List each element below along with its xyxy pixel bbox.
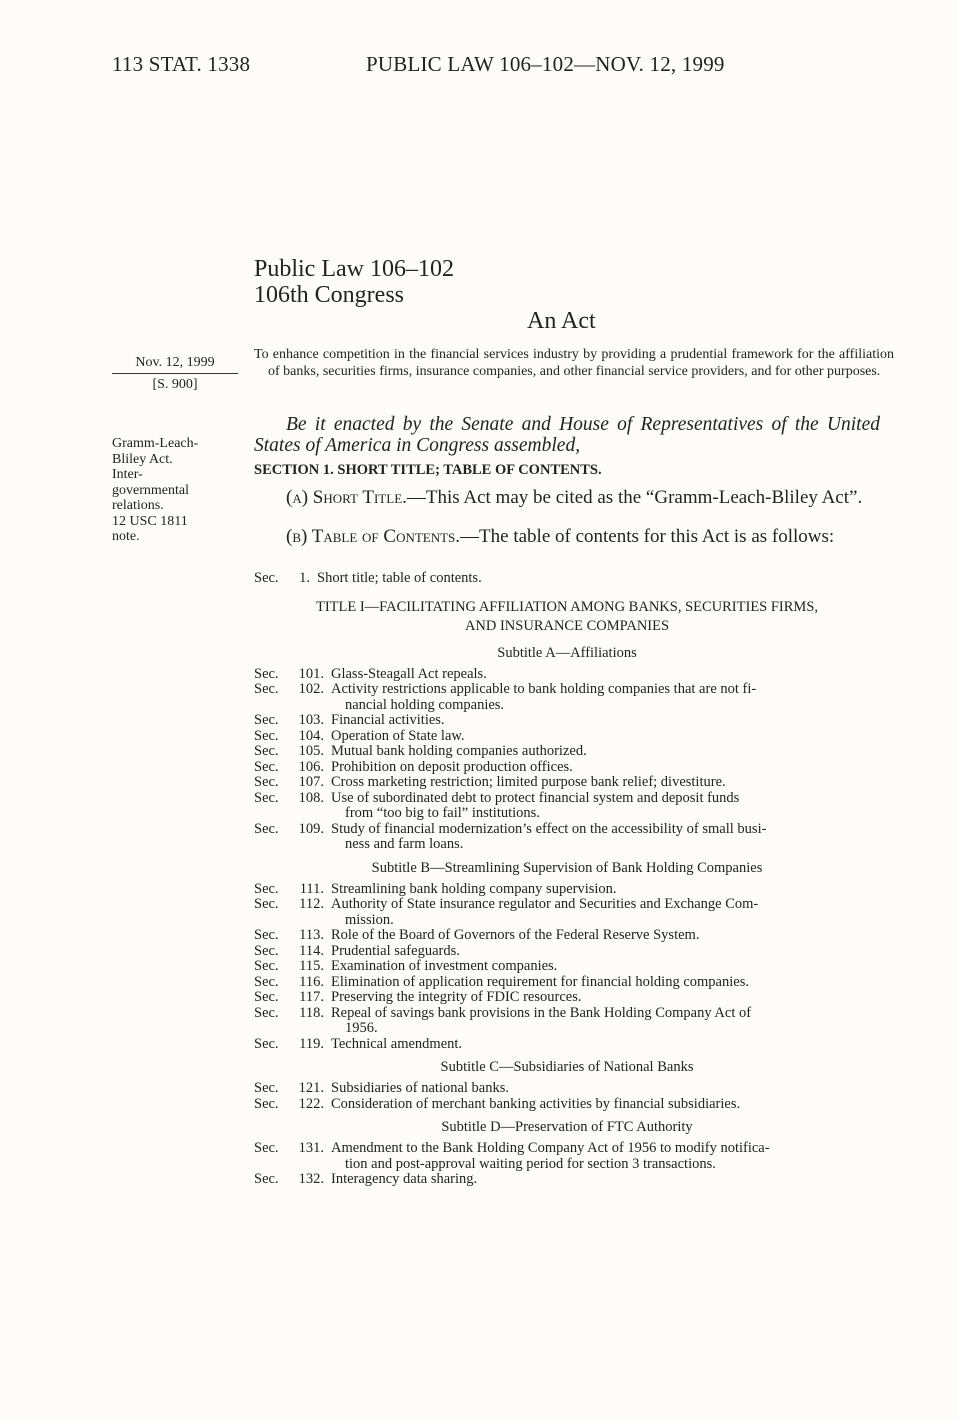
toc-subtitle-a-list — [254, 667, 880, 853]
toc-entry — [254, 760, 880, 776]
toc-title-heading — [254, 598, 880, 636]
toc-sec-text-line: Technical amendment. — [331, 1035, 463, 1052]
toc-sec-text-line: Elimination of application requirement for financial holding companies. — [331, 973, 749, 990]
toc-sec-text-continuation: 1956. — [345, 1020, 378, 1036]
toc-subtitle-b-list — [254, 882, 880, 1053]
toc-sec-number: 131. — [298, 1140, 324, 1156]
toc-sec-text — [331, 928, 880, 944]
toc-sec-text-line: Subsidiaries of national banks. — [331, 1080, 510, 1096]
purpose-clause: To enhance competition in the financial services industry by providing a prudential framework for the affiliation of banks, securities firms, insurance companies, and other financial service providers, and for other purposes. — [254, 347, 894, 379]
toc-sec-text — [331, 882, 880, 898]
toc-sec-text — [331, 744, 880, 760]
toc-sec-label: Sec. — [254, 665, 279, 682]
toc-sec-text-line: Examination of investment companies. — [331, 958, 558, 974]
toc-sec-text — [331, 1172, 880, 1188]
toc-sec-number: 103. — [298, 712, 324, 728]
toc-sec-text-line: Consideration of merchant banking activities by financial subsidiaries. — [331, 1095, 741, 1112]
toc-sec-text-continuation: from “too big to fail” institutions. — [345, 805, 540, 821]
law-date-header: PUBLIC LAW 106–102—NOV. 12, 1999 — [366, 52, 725, 76]
toc-sec-text-line: Mutual bank holding companies authorized. — [331, 743, 587, 759]
toc-sec-label: Sec. — [254, 1035, 279, 1052]
toc-entry — [254, 713, 880, 729]
toc-sec-text-continuation: mission. — [345, 911, 394, 928]
margin-note: relations. — [112, 498, 164, 513]
toc-sec-label: Sec. — [254, 727, 279, 744]
toc-sec-number: 102. — [298, 681, 324, 697]
toc-sec-number: 118. — [299, 1004, 324, 1021]
toc-sec-text-line: Amendment to the Bank Holding Company Act of 1956 to modify notifica- — [331, 1140, 770, 1156]
toc-sec-text — [331, 791, 880, 822]
toc-entry — [254, 1141, 880, 1172]
toc-subtitle-c: Subtitle C—Subsidiaries of National Banks — [440, 1059, 694, 1075]
toc-entry — [254, 944, 880, 960]
enacting-clause: Be it enacted by the Senate and House of Representatives of the United States of America in Congress assembled, — [254, 414, 880, 456]
toc-sec-text — [331, 1141, 880, 1172]
toc-sec-label: Sec. — [254, 743, 279, 759]
toc-entry — [254, 1172, 880, 1188]
toc-entry — [254, 571, 880, 587]
margin-date-block — [112, 355, 238, 393]
toc-sec-number: 114. — [299, 942, 324, 959]
paragraph-a — [254, 487, 880, 508]
toc-sec-text-line: Streamlining bank holding company supervision. — [331, 880, 617, 897]
toc-entry — [254, 975, 880, 991]
toc-sec-number: 122. — [298, 1095, 324, 1112]
toc-sec-text-line: Activity restrictions applicable to bank holding companies that are not fi- — [331, 681, 757, 697]
toc-sec-number: 121. — [298, 1080, 324, 1096]
toc-title-line: AND INSURANCE COMPANIES — [464, 617, 670, 634]
toc-sec-text — [331, 1006, 880, 1037]
section-heading: SECTION 1. SHORT TITLE; TABLE OF CONTENTS. — [254, 462, 602, 478]
toc-sec-number: 111. — [299, 880, 324, 897]
toc-sec-number: 1. — [299, 570, 310, 586]
toc-sec-text — [331, 1037, 880, 1053]
toc-sec-number: 117. — [299, 989, 324, 1005]
toc-entry — [254, 682, 880, 713]
toc-sec-text — [331, 975, 880, 991]
toc-sec-number: 113. — [299, 927, 324, 943]
toc-sec-text — [331, 667, 880, 683]
toc-sec-label: Sec. — [254, 820, 279, 837]
paragraph-b — [254, 526, 880, 547]
margin-note: Gramm-Leach- — [112, 436, 199, 451]
toc-sec-text-line: Prudential safeguards. — [331, 942, 460, 959]
toc-sec-text-line: Cross marketing restriction; limited purpose bank relief; divestiture. — [331, 774, 726, 790]
toc-sec-text — [331, 897, 880, 928]
paragraph-b-text: —The table of contents for this Act is as follows: — [460, 526, 835, 547]
toc-entry — [254, 882, 880, 898]
toc-sec-number: 119. — [299, 1035, 324, 1052]
toc-sec-text: Short title; table of contents. — [317, 570, 482, 586]
toc-entry — [254, 959, 880, 975]
toc-sec-text — [331, 990, 880, 1006]
toc-subtitle-d-list — [254, 1141, 880, 1188]
toc-entry — [254, 744, 880, 760]
toc-sec-label: Sec. — [254, 896, 279, 912]
margin-note: Bliley Act. — [112, 451, 173, 467]
paragraph-b-label: (b) Table of Contents. — [286, 526, 461, 547]
toc-sec-number: 109. — [298, 820, 324, 837]
paragraph-a-text: —This Act may be cited as the “Gramm-Leach-Bliley Act”. — [406, 487, 863, 508]
toc-sec-text — [331, 1081, 880, 1097]
toc-entry — [254, 791, 880, 822]
toc-sec-text-line: Role of the Board of Governors of the Federal Reserve System. — [331, 927, 700, 943]
toc-entry — [254, 1097, 880, 1113]
toc-entry — [254, 1037, 880, 1053]
toc-sec-text — [331, 944, 880, 960]
statute-citation: 113 STAT. 1338 — [112, 52, 251, 76]
toc-sec-text-line: Authority of State insurance regulator and Securities and Exchange Com- — [331, 896, 759, 912]
toc-sec-text-line: Financial activities. — [331, 712, 445, 728]
toc-sec-text — [331, 822, 880, 853]
toc-sec-text-line: Glass-Steagall Act repeals. — [331, 665, 487, 682]
margin-note: 12 USC 1811 — [112, 513, 188, 529]
law-number: Public Law 106–102 — [254, 256, 454, 282]
toc-sec-label: Sec. — [254, 789, 279, 806]
toc-sec-text-line: Use of subordinated debt to protect financial system and deposit funds — [331, 789, 740, 806]
toc-entry — [254, 775, 880, 791]
toc-sec-label: Sec. — [254, 880, 279, 897]
paragraph-a-label: (a) Short Title. — [286, 487, 407, 508]
toc-sec-label: Sec. — [254, 973, 279, 990]
table-of-contents — [254, 571, 880, 1188]
toc-sec-number: 101. — [298, 665, 324, 682]
toc-sec-text — [331, 775, 880, 791]
margin-note: governmental — [112, 482, 189, 498]
toc-title-line: TITLE I—FACILITATING AFFILIATION AMONG BANKS, SECURITIES FIRMS, — [315, 598, 819, 615]
toc-sec-number: 106. — [298, 758, 324, 775]
margin-note: Inter- — [112, 467, 143, 482]
toc-sec-number: 107. — [298, 774, 324, 790]
toc-sec-text-continuation: ness and farm loans. — [345, 836, 464, 852]
toc-sec-label: Sec. — [254, 927, 279, 943]
toc-sec-text-line: Preserving the integrity of FDIC resources. — [331, 989, 582, 1005]
toc-sec-number: 116. — [299, 973, 324, 990]
toc-sec-label: Sec. — [254, 712, 279, 728]
toc-sec-label: Sec. — [254, 1171, 279, 1187]
toc-entry — [254, 667, 880, 683]
toc-subtitle-d: Subtitle D—Preservation of FTC Authority — [441, 1119, 693, 1135]
toc-sec-number: 104. — [298, 727, 324, 744]
toc-sec-label: Sec. — [254, 1095, 279, 1112]
toc-sec-text-continuation: tion and post-approval waiting period for section 3 transactions. — [345, 1155, 716, 1172]
toc-entry — [254, 729, 880, 745]
toc-sec-text-continuation: nancial holding companies. — [345, 696, 505, 713]
toc-sec-text — [331, 729, 880, 745]
toc-sec-text-line: Operation of State law. — [331, 727, 465, 744]
toc-sec-label: Sec. — [254, 774, 279, 790]
toc-sec-number: 105. — [298, 743, 324, 759]
toc-sec-label: Sec. — [254, 681, 279, 697]
toc-sec-label: Sec. — [254, 942, 279, 959]
toc-sec-text — [331, 682, 880, 713]
margin-note: note. — [112, 529, 140, 544]
toc-sec-text-line: Repeal of savings bank provisions in the Bank Holding Company Act of — [331, 1004, 752, 1021]
toc-subtitle-b: Subtitle B—Streamlining Supervision of Bank Holding Companies — [371, 859, 763, 876]
toc-entry — [254, 1006, 880, 1037]
congress-label: 106th Congress — [254, 282, 404, 308]
toc-sec-text — [331, 1097, 880, 1113]
law-title-block — [254, 256, 454, 308]
toc-sec-label: Sec. — [254, 958, 279, 974]
toc-sec-label: Sec. — [254, 1004, 279, 1021]
toc-sec-text-line: Study of financial modernization’s effect on the accessibility of small busi- — [331, 820, 767, 837]
toc-sec-label: Sec. — [254, 570, 279, 586]
toc-sec-number: 108. — [298, 789, 324, 806]
toc-sec-label: Sec. — [254, 1080, 279, 1096]
toc-entry — [254, 897, 880, 928]
toc-sec-text — [331, 959, 880, 975]
toc-sec-text-line: Interagency data sharing. — [331, 1171, 478, 1187]
toc-sec-number: 112. — [299, 896, 324, 912]
margin-bill-number: [S. 900] — [152, 377, 198, 392]
toc-entry — [254, 1081, 880, 1097]
margin-notes — [112, 436, 242, 545]
toc-sec-label: Sec. — [254, 758, 279, 775]
toc-subtitle-c-list — [254, 1081, 880, 1112]
toc-entry — [254, 822, 880, 853]
toc-entry — [254, 928, 880, 944]
margin-date: Nov. 12, 1999 — [112, 355, 238, 374]
toc-sec-number: 115. — [299, 958, 324, 974]
toc-subtitle-a: Subtitle A—Affiliations — [497, 644, 637, 661]
toc-sec-text — [331, 713, 880, 729]
toc-sec-label: Sec. — [254, 989, 279, 1005]
toc-entry — [254, 990, 880, 1006]
toc-sec-text — [331, 760, 880, 776]
act-heading: An Act — [527, 308, 596, 334]
toc-sec-number: 132. — [298, 1171, 324, 1187]
toc-sec-label: Sec. — [254, 1140, 279, 1156]
toc-sec-text-line: Prohibition on deposit production offices. — [331, 758, 573, 775]
